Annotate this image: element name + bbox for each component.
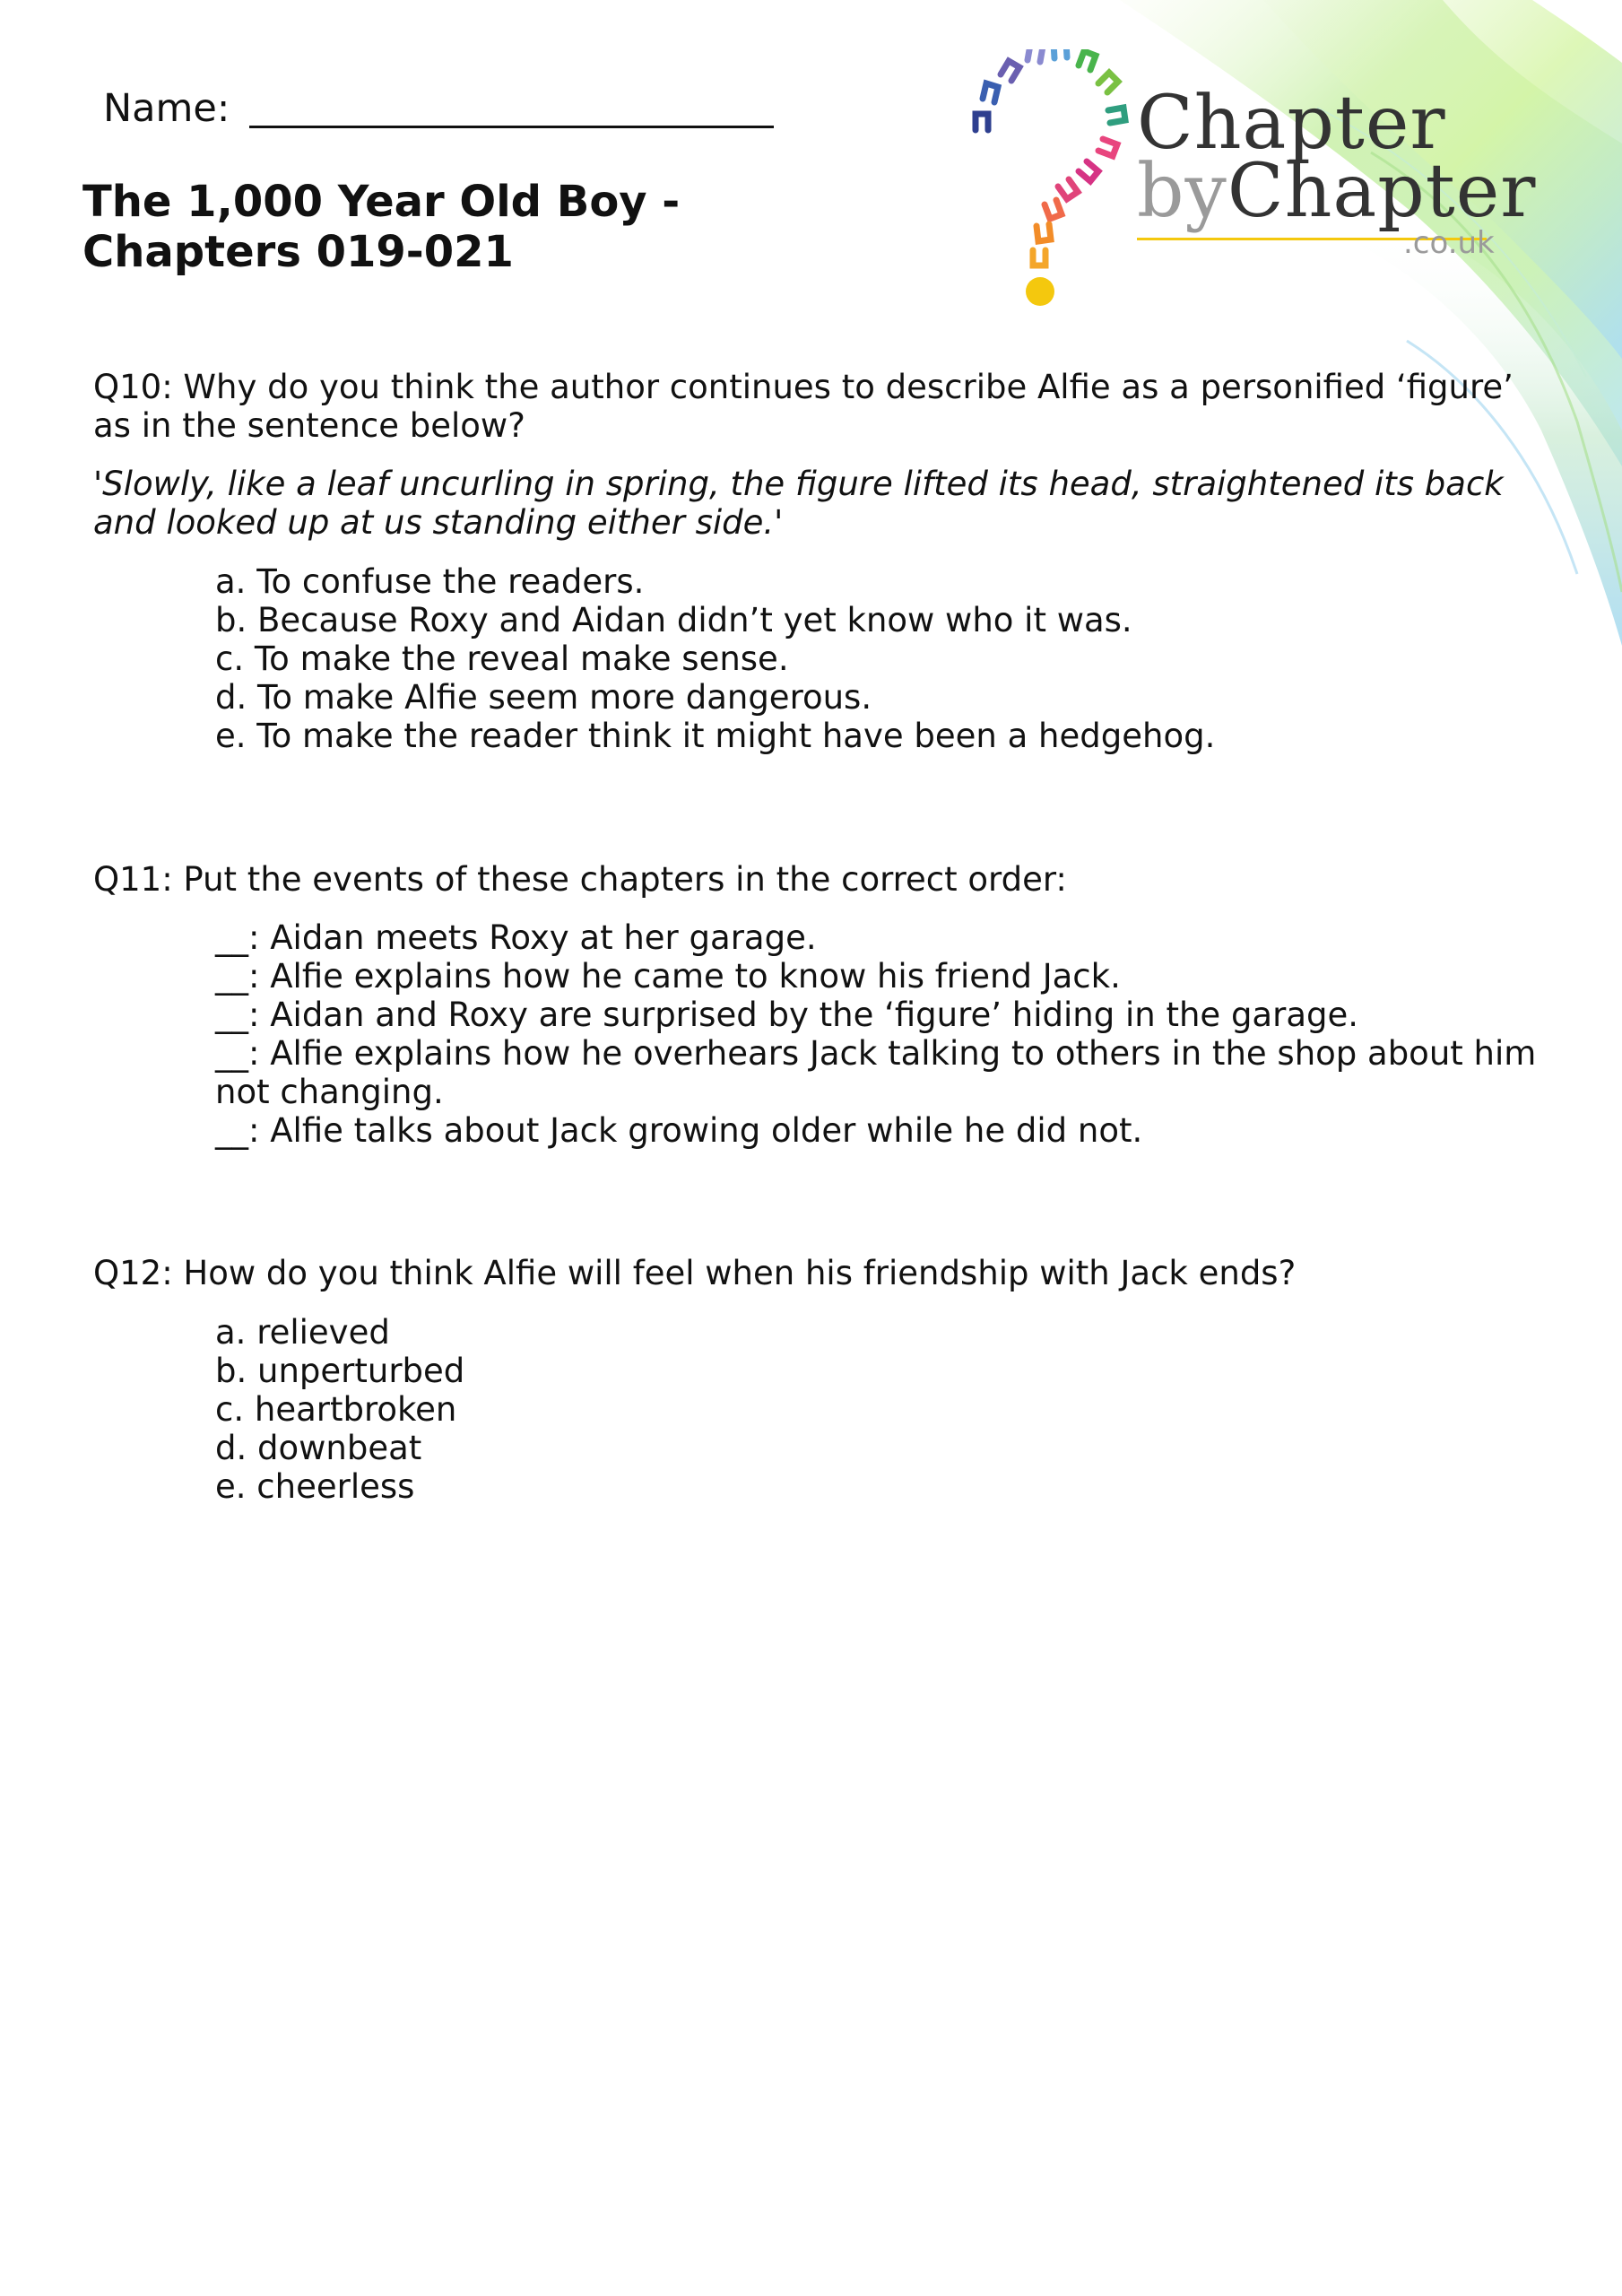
q10-quote-line-2: and looked up at us standing either side.' [93, 503, 784, 542]
q12-option-d[interactable]: d. downbeat [215, 1429, 422, 1467]
q12-options [215, 1313, 1542, 1506]
q10-options [215, 562, 1542, 755]
q11-event-4[interactable]: __: Alfie explains how he overhears Jack talking to others in the shop about him [215, 1034, 1537, 1073]
worksheet-title [82, 177, 710, 277]
q10-option-a[interactable]: a. To confuse the readers. [215, 562, 645, 601]
q11-event-2[interactable]: __: Alfie explains how he came to know his friend Jack. [215, 957, 1121, 996]
name-label: Name: [103, 86, 230, 131]
q12-prompt: Q12: How do you think Alfie will feel when his friendship with Jack ends? [93, 1254, 1297, 1292]
worksheet-header [0, 0, 1622, 323]
q12-option-c[interactable]: c. heartbroken [215, 1390, 457, 1429]
logo-word-chapter-2: Chapter [1227, 149, 1537, 234]
q11-event-5[interactable]: __: Alfie talks about Jack growing older while he did not. [215, 1111, 1143, 1150]
q11-events [215, 918, 1542, 1150]
q12-option-b[interactable]: b. unperturbed [215, 1352, 465, 1390]
logo-word-chapter: Chapter [1137, 81, 1446, 166]
q10-option-c[interactable]: c. To make the reveal make sense. [215, 639, 789, 678]
logo-word-bychapter [1137, 149, 1537, 234]
title-line-1: The 1,000 Year Old Boy - [82, 177, 681, 227]
q11-event-3[interactable]: __: Aidan and Roxy are surprised by the ‘figure’ hiding in the garage. [215, 996, 1359, 1034]
q10-option-d[interactable]: d. To make Alfie seem more dangerous. [215, 678, 872, 717]
q10-quote [93, 465, 1546, 542]
q11-event-1[interactable]: __: Aidan meets Roxy at her garage. [215, 918, 817, 957]
q10-prompt [93, 368, 1528, 445]
q12-option-a[interactable]: a. relieved [215, 1313, 390, 1352]
q12-option-e[interactable]: e. cheerless [215, 1467, 415, 1506]
q11-event-4-continued: not changing. [215, 1073, 444, 1111]
logo-wordmark [1137, 81, 1537, 234]
chapter-by-chapter-logo [968, 49, 1542, 318]
name-row [103, 86, 774, 131]
q11-prompt: Q11: Put the events of these chapters in the correct order: [93, 860, 1067, 899]
q10-prompt-line-1: Q10: Why do you think the author continues to describe Alfie as a personified ‘figure’ [93, 368, 1514, 406]
logo-word-by: by [1137, 149, 1227, 234]
name-input-line[interactable] [249, 90, 774, 128]
q10-option-e[interactable]: e. To make the reader think it might have been a hedgehog. [215, 717, 1216, 755]
question-mark-books-icon [968, 49, 1130, 309]
title-line-2: Chapters 019-021 [82, 227, 514, 277]
q10-quote-line-1: 'Slowly, like a leaf uncurling in spring, the figure lifted its head, straightened its back [93, 465, 1504, 503]
q10-option-b[interactable]: b. Because Roxy and Aidan didn’t yet know who it was. [215, 601, 1132, 639]
q10-prompt-line-2: as in the sentence below? [93, 406, 525, 445]
logo-domain: .co.uk [1403, 225, 1495, 261]
